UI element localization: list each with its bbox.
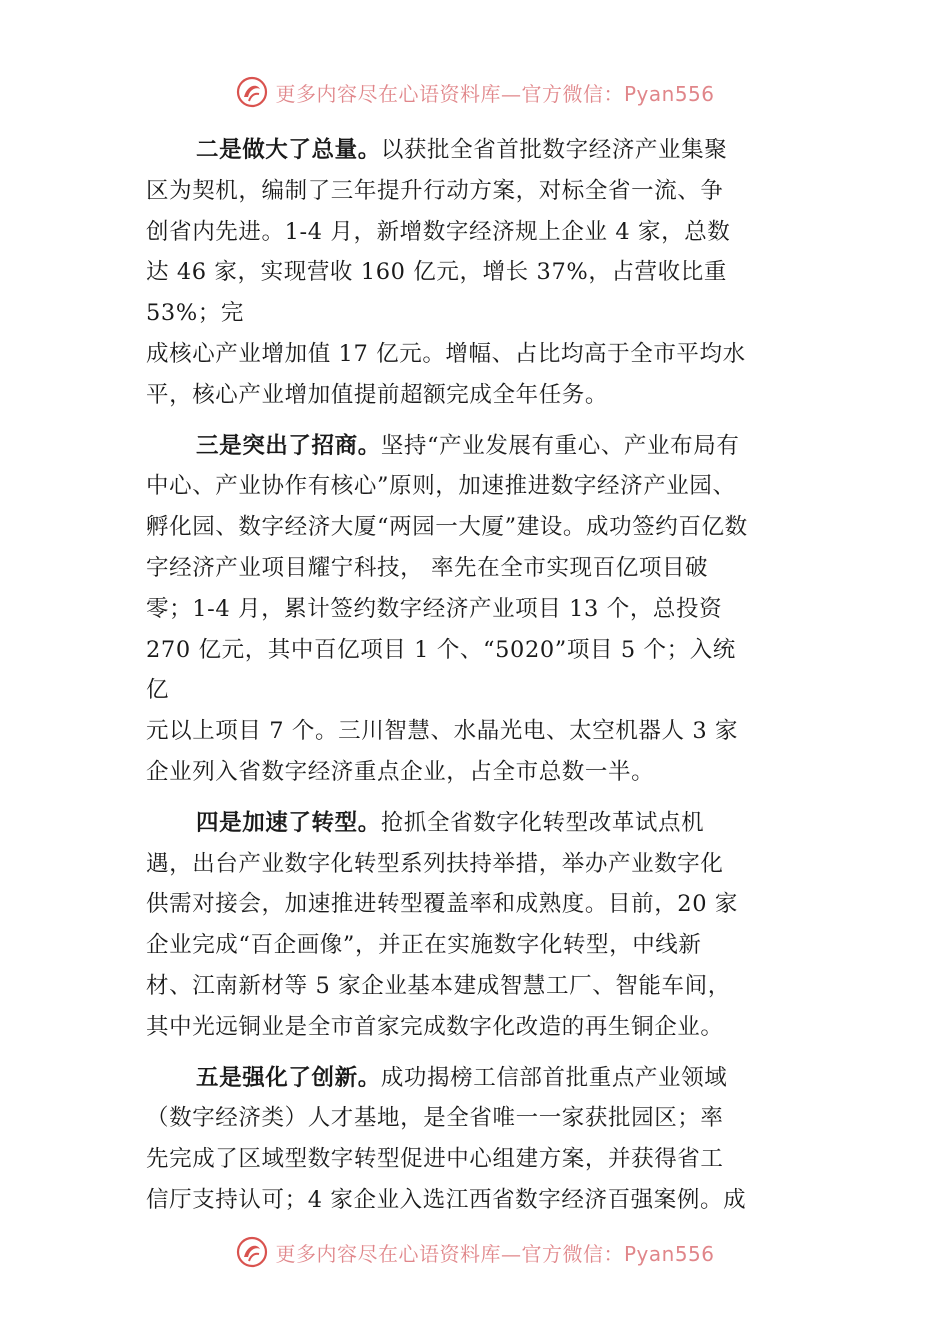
- text-line: 坚持“产业发展有重心、产业布局有: [380, 432, 740, 459]
- text-line: 信厅支持认可；4 家企业入选江西省数字经济百强案例。成: [146, 1186, 747, 1213]
- text-line: 元以上项目 7 个。三川智慧、水晶光电、太空机器人 3 家: [146, 718, 739, 745]
- text-line: 抢抓全省数字化转型改革试点机: [380, 809, 705, 836]
- text-line: 供需对接会，加速推进转型覆盖率和成熟度。目前，20 家: [146, 891, 738, 918]
- text-line: 270 亿元，其中百亿项目 1 个、“5020”项目 5 个；入统: [146, 636, 736, 663]
- text-line: 先完成了区域型数字转型促进中心组建方案，并获得省工: [146, 1146, 724, 1173]
- watermark-text: 更多内容尽在心语资料库—官方微信：Pyan556: [275, 1241, 715, 1266]
- paragraph-heading: 三是突出了招商。: [196, 432, 381, 459]
- text-line: 字经济产业项目耀宁科技， 率先在全市实现百亿项目破: [146, 554, 709, 581]
- text-line: 达 46 家，实现营收 160 亿元，增长 37%，占营收比重: [146, 259, 727, 286]
- text-line: 亿: [146, 677, 170, 704]
- paragraph-innovation: [146, 1058, 811, 1221]
- header-watermark: [0, 70, 950, 114]
- paragraph-heading: 四是加速了转型。: [196, 809, 381, 836]
- text-line: 其中光远铜业是全市首家完成数字化改造的再生铜企业。: [146, 1013, 724, 1040]
- text-line: 企业列入省数字经济重点企业，占全市总数一半。: [146, 758, 655, 785]
- text-line: 成功揭榜工信部首批重点产业领域: [380, 1064, 728, 1091]
- text-line: 孵化园、数字经济大厦“两园一大厦”建设。成功签约百亿数: [146, 514, 748, 541]
- text-line: 中心、产业协作有核心”原则，加速推进数字经济产业园、: [146, 473, 736, 500]
- paragraph-heading: 五是强化了创新。: [196, 1064, 381, 1091]
- footer-watermark: [0, 1230, 950, 1274]
- text-line: 成核心产业增加值 17 亿元。增幅、占比均高于全市平均水: [146, 340, 746, 367]
- text-line: （数字经济类）人才基地，是全省唯一一家获批园区；率: [146, 1105, 724, 1132]
- paragraph-transformation: [146, 803, 811, 1048]
- flame-swirl-icon: [235, 1235, 269, 1269]
- paragraph-total-volume: [146, 130, 811, 416]
- text-line: 以获批全省首批数字经济产业集聚: [380, 137, 728, 163]
- text-line: 区为契机，编制了三年提升行动方案，对标全省一流、争: [146, 177, 724, 204]
- text-line: 平，核心产业增加值提前超额完成全年任务。: [146, 381, 609, 408]
- text-line: 遇，出台产业数字化转型系列扶持举措，举办产业数字化: [146, 850, 724, 877]
- text-line: 零；1-4 月，累计签约数字经济产业项目 13 个，总投资: [146, 595, 723, 622]
- text-line: 材、江南新材等 5 家企业基本建成智慧工厂、智能车间，: [146, 972, 731, 999]
- text-line: 53%；完: [146, 300, 245, 327]
- flame-swirl-icon: [235, 75, 269, 109]
- watermark-text: 更多内容尽在心语资料库—官方微信：Pyan556: [275, 81, 715, 106]
- text-line: 创省内先进。1-4 月，新增数字经济规上企业 4 家，总数: [146, 218, 731, 245]
- paragraph-investment: [146, 426, 811, 793]
- paragraph-heading: 二是做大了总量。: [196, 137, 381, 163]
- document-body: [146, 130, 811, 1231]
- text-line: 企业完成“百企画像”，并正在实施数字化转型，中线新: [146, 932, 702, 959]
